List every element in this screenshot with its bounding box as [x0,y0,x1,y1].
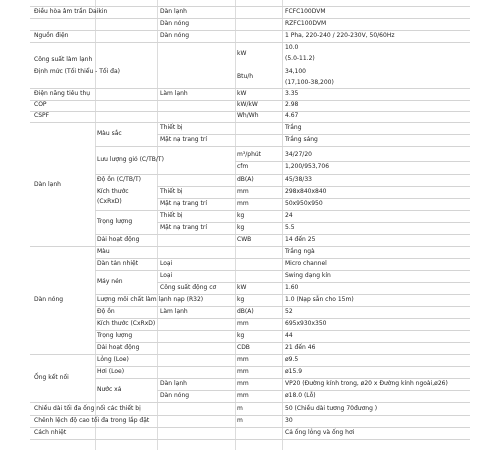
table-cell: Trọng lượng [97,218,133,225]
table-cell: Dải hoạt động [97,344,140,351]
table-cell: Thiết bị [160,188,183,195]
table-cell: 34,100 [285,68,306,75]
row-divider [95,210,470,211]
table-cell: Lưu lượng gió (C/TB/T) [97,156,164,163]
table-cell: RZFC100DVM [285,20,327,27]
table-cell: Wh/Wh [237,112,259,119]
table-cell: 14 đến 25 [285,236,316,243]
table-cell: kg [237,296,245,303]
table-cell: kg [237,212,245,219]
table-cell: (17,100-38,200) [285,79,334,86]
table-cell: Độ ồn [97,308,115,315]
table-cell: 21 đến 46 [285,344,316,351]
table-cell: kW/kW [237,101,258,108]
table-cell: Thiết bị [160,124,183,131]
row-divider [95,258,470,259]
table-cell: mm [237,320,249,327]
table-cell: ø15.9 [285,368,303,375]
column-divider [235,0,236,450]
table-cell: 45/38/33 [285,176,312,183]
table-cell: Loại [160,272,173,279]
table-cell: Nguồn điện [34,32,69,39]
table-cell: Máy nén [97,278,123,285]
row-divider [95,294,470,295]
row-divider [30,246,470,247]
row-divider [30,427,470,428]
row-divider [95,146,470,147]
row-divider [30,88,470,89]
table-cell: 4.67 [285,112,299,119]
table-cell: Lượng môi chất làm lạnh nạp (R32) [97,296,204,303]
table-cell: Dàn nóng [160,32,190,39]
row-divider [157,198,470,199]
row-divider [30,122,470,123]
row-divider [30,30,470,31]
table-cell: Loại [160,260,173,267]
table-cell: 34/27/20 [285,151,312,158]
table-cell: Kích thước (CxRxD) [97,320,156,327]
table-cell: mm [237,356,249,363]
table-cell: Trắng [285,124,302,131]
table-cell: 50 (Chiều dài tương 70đương ) [285,405,378,412]
table-cell: VP20 (Đường kính trong, ø20 x Đường kính ngoài,ø26) [285,380,448,387]
table-cell: Mặt nạ trang trí [160,136,208,143]
table-cell: m [237,417,243,424]
table-cell: 298x840x840 [285,188,327,195]
row-divider [95,306,470,307]
table-cell: 10.0 [285,44,299,51]
table-cell: Dàn lạnh [160,380,187,387]
table-cell: Dải hoạt động [97,236,140,243]
column-divider [157,0,158,450]
table-cell: Swing dạng kín [285,272,331,279]
table-cell: Nước xả [97,386,122,393]
table-cell: 24 [285,212,293,219]
table-cell: Công suất làm lạnh [34,56,93,63]
table-cell: 50x950x950 [285,200,323,207]
row-divider [157,222,470,223]
row-divider [95,378,470,379]
table-cell: Trắng ngà [285,248,315,255]
table-cell: 2.98 [285,101,299,108]
table-cell: (5.0-11.2) [285,55,315,62]
table-cell: kg [237,332,245,339]
table-cell: Dàn tản nhiệt [97,260,139,267]
row-divider [95,342,470,343]
table-cell: dB(A) [237,308,254,315]
table-cell: Dàn nóng [160,20,190,27]
row-divider [30,354,470,355]
table-cell: Làm lạnh [160,308,188,315]
table-cell: CDB [237,344,250,351]
table-cell: Màu [97,248,110,255]
table-cell: m [237,405,243,412]
row-divider [157,282,470,283]
table-cell: 52 [285,308,293,315]
row-divider [30,439,470,440]
row-divider [157,134,470,135]
table-cell: cfm [237,163,249,170]
table-cell: (CxRxD) [97,198,122,205]
row-divider [95,174,470,175]
table-cell: mm [237,188,249,195]
table-cell: 1.0 (Nạp sẵn cho 15m) [285,296,354,303]
table-cell: kg [237,224,245,231]
table-cell: Dàn lạnh [160,8,187,15]
table-cell: Điện năng tiêu thụ [34,90,91,97]
table-cell: Lỏng (Loe) [97,356,129,363]
table-cell: Ống kết nối [34,374,69,381]
row-divider [30,415,470,416]
table-cell: Dàn nóng [160,392,190,399]
table-cell: Cách nhiệt [34,429,67,436]
table-cell: ø18.0 (Lỗ) [285,392,316,399]
table-cell: mm [237,200,249,207]
table-cell: dB(A) [237,176,254,183]
table-cell: Chênh lệch độ cao tối đa trong lắp đặt [34,417,150,424]
table-cell: 695x930x350 [285,320,327,327]
row-divider [157,186,470,187]
table-cell: Hơi (Loe) [97,368,125,375]
table-cell: kW [237,90,247,97]
row-divider [95,234,470,235]
table-cell: mm [237,392,249,399]
table-cell: 44 [285,332,293,339]
table-cell: Màu sắc [97,130,122,137]
table-cell: Kích thước [97,188,129,195]
table-cell: Chiều dài tối đa ống nối các thiết bị [34,405,141,412]
row-divider [95,330,470,331]
row-divider [30,402,470,403]
table-cell: CWB [237,236,252,243]
table-cell: 30 [285,417,293,424]
table-cell: Btu/h [237,73,254,80]
table-cell: ø9.5 [285,356,299,363]
table-cell: Công suất động cơ [160,284,217,291]
row-divider [95,270,470,271]
table-cell: CSPF [34,112,50,119]
table-cell: kW [237,50,247,57]
table-cell: Cả ống lỏng và ống hơi [285,429,355,436]
table-cell: Micro channel [285,260,327,267]
column-divider [282,0,283,450]
table-cell: mm [237,380,249,387]
table-cell: kW [237,284,247,291]
table-cell: Dàn nóng [34,296,64,303]
row-divider [235,161,470,162]
table-cell: 3.35 [285,90,299,97]
row-divider [30,42,470,43]
table-cell: 1 Pha, 220-240 / 220-230V, 50/60Hz [285,32,395,39]
table-cell: Thiết bị [160,212,183,219]
table-cell: COP [34,101,47,108]
table-cell: Mặt nạ trang trí [160,200,208,207]
table-cell: Mặt nạ trang trí [160,224,208,231]
table-cell: m³/phút [237,151,262,158]
table-cell: Định mức (Tối thiểu - Tối đa) [34,68,120,75]
table-cell: Dàn lạnh [34,181,61,188]
row-divider [30,18,470,19]
table-cell: Điều hòa âm trần Daikin [34,8,108,15]
table-cell: Trọng lượng [97,332,133,339]
table-cell: mm [237,368,249,375]
row-divider [95,318,470,319]
table-cell: Trắng sáng [285,136,318,143]
table-cell: Làm lạnh [160,90,188,97]
table-cell: 1.60 [285,284,299,291]
table-cell: 5.5 [285,224,295,231]
table-cell: FCFC100DVM [285,8,326,15]
row-divider [30,6,470,7]
table-cell: 1,200/953,706 [285,163,330,170]
row-divider [95,366,470,367]
row-divider [157,390,470,391]
table-cell: Độ ồn (C/TB/T) [97,176,141,183]
